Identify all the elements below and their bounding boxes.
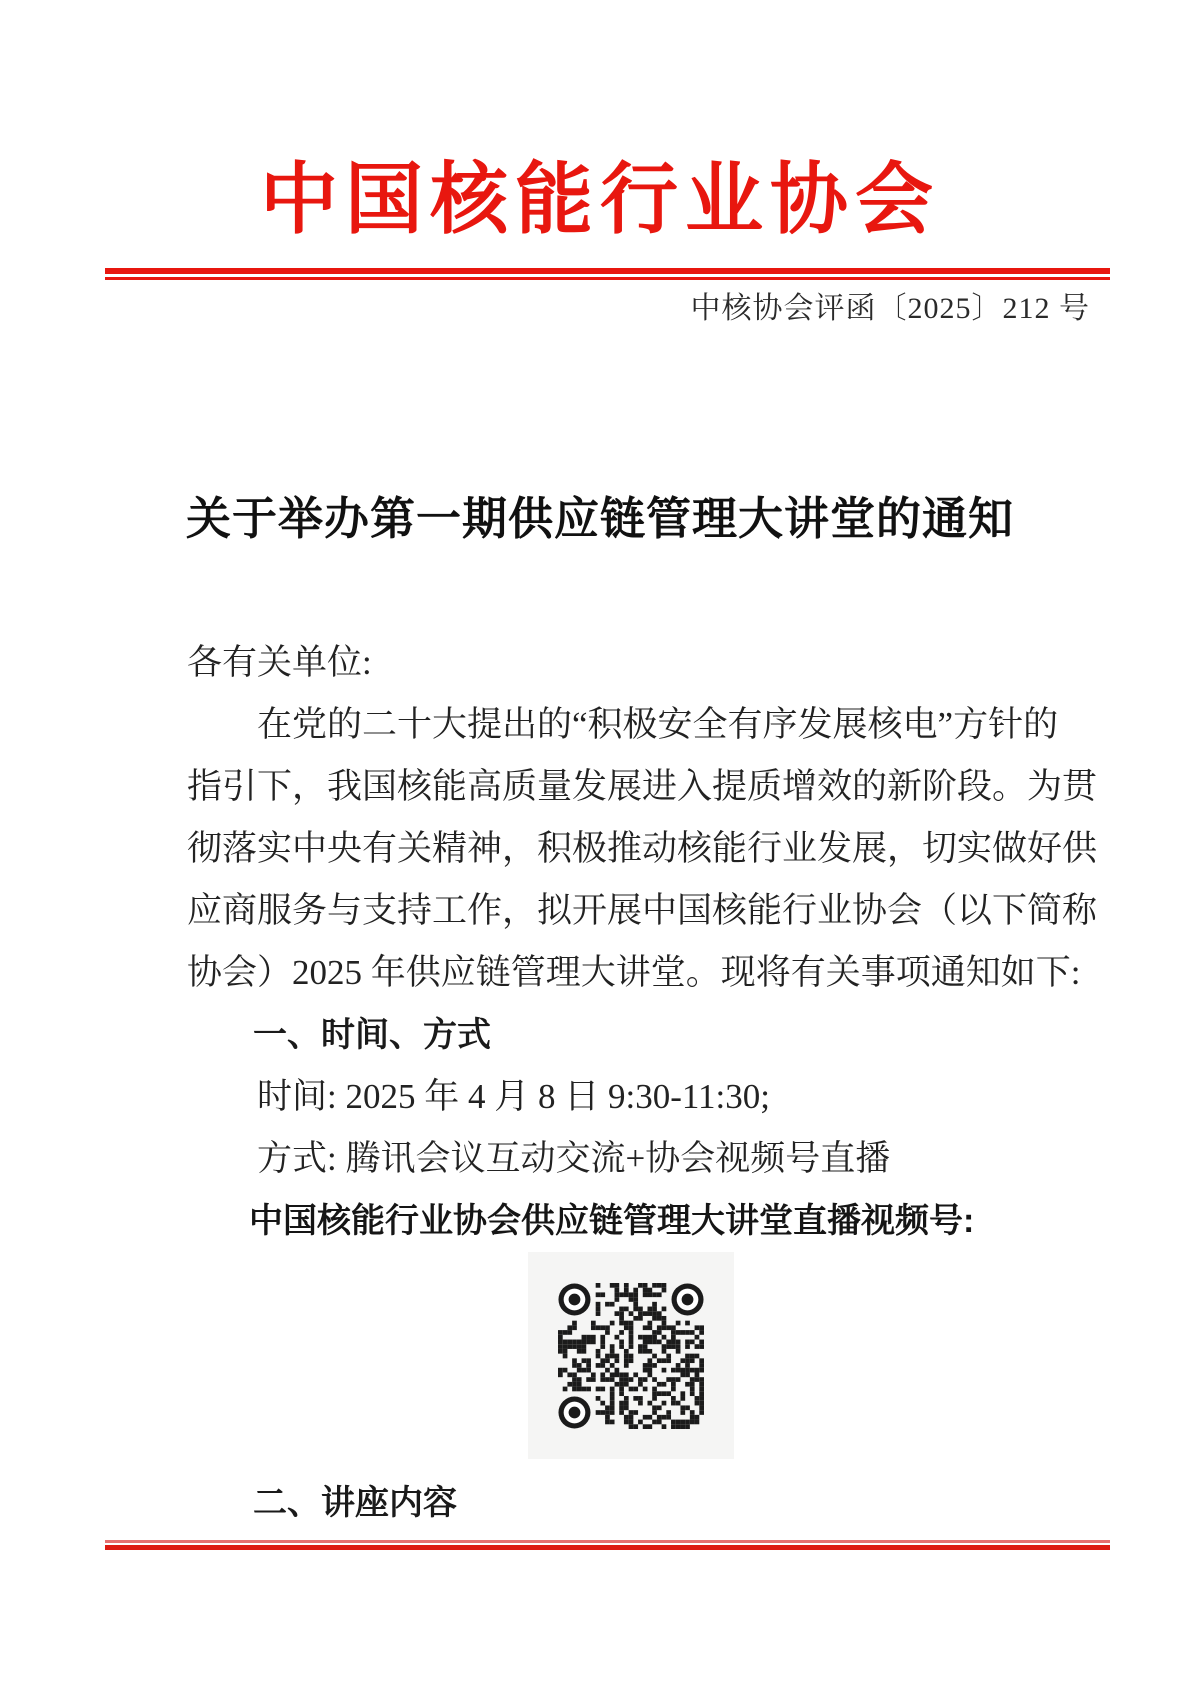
paragraph-line: 应商服务与支持工作，拟开展中国核能行业协会（以下简称 [187,891,1098,930]
notice-title: 关于举办第一期供应链管理大讲堂的通知 [185,494,1014,544]
qr-code-image [558,1283,704,1429]
salutation-line: 各有关单位: [187,643,372,682]
notice-body [187,632,1098,1252]
section-1-heading: 一、时间、方式 [253,1016,491,1054]
footer-rule-thick-line [105,1545,1110,1550]
paragraph-line: 彻落实中央有关精神，积极推动核能行业发展，切实做好供 [187,829,1098,868]
paragraph-line: 在党的二十大提出的“积极安全有序发展核电”方针的 [257,705,1059,744]
livestream-channel-line: 中国核能行业协会供应链管理大讲堂直播视频号: [249,1202,975,1240]
paragraph-line: 协会）2025 年供应链管理大讲堂。现将有关事项通知如下: [187,953,1081,992]
header-double-rule [105,268,1110,280]
paragraph-line: 指引下，我国核能高质量发展进入提质增效的新阶段。为贯 [187,767,1098,806]
document-reference-number: 中核协会评函〔2025〕212 号 [690,292,1090,325]
header-rule-thin-line [105,277,1110,280]
time-line: 时间: 2025 年 4 月 8 日 9:30-11:30; [257,1077,771,1116]
footer-double-rule [105,1540,1110,1550]
method-line: 方式: 腾讯会议互动交流+协会视频号直播 [257,1139,891,1178]
organization-title: 中国核能行业协会 [259,156,940,243]
section-2-heading: 二、讲座内容 [253,1484,457,1522]
qr-code [528,1252,734,1459]
